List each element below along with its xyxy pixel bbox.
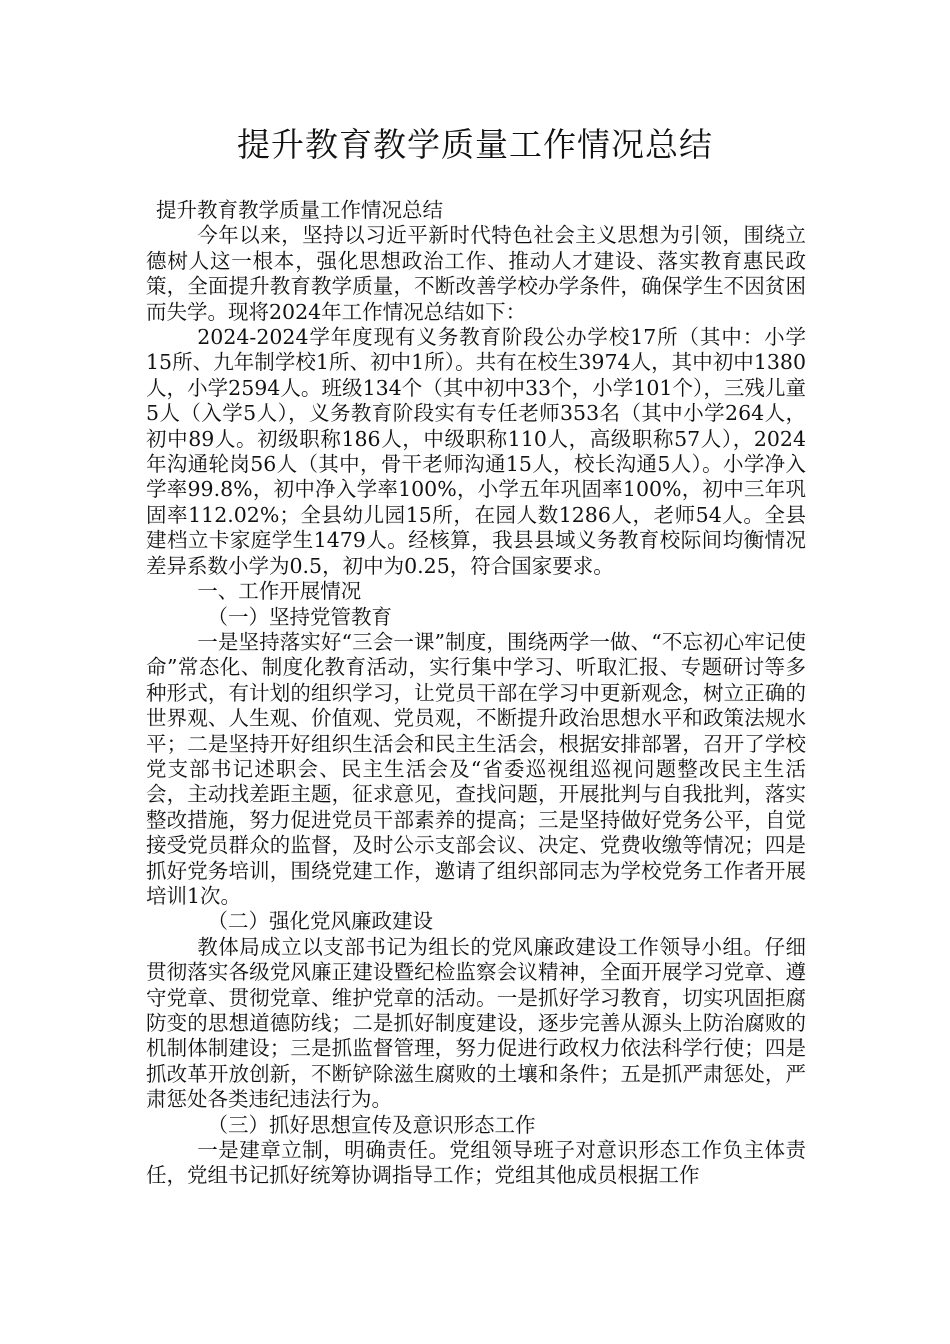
intro-paragraph: 今年以来，坚持以习近平新时代特色社会主义思想为引领，围绕立德树人这一根本，强化思想政治工作、推动人才建设、落实教育惠民政策，全面提升教育教学质量，不断改善学校办学条件，确保学生不因贫困而失学。现将2024年工作情况总结如下： [146,223,806,324]
sub-one-heading: （一）坚持党管教育 [207,604,392,629]
document-title: 提升教育教学质量工作情况总结 [237,125,713,164]
sub-three-heading: （三）抓好思想宣传及意识形态工作 [207,1112,536,1137]
sub-two-heading: （二）强化党风廉政建设 [207,909,433,934]
document-subtitle: 提升教育教学质量工作情况总结 [156,198,443,222]
document-body [146,198,806,1189]
sub-one-paragraph: 一是坚持落实好“三会一课”制度，围绕两学一做、“不忘初心牢记使命”常态化、制度化教育活动，实行集中学习、听取汇报、专题研讨等多种形式，有计划的组织学习，让党员干部在学习中更新观念，树立正确的世界观、人生观、价值观、党员观，不断提升政治思想水平和政策法规水平；二是坚持开好组织生活会和民主生活会，根据安排部署，召开了学校党支部书记述职会、民主生活会及“省委巡视组巡视问题整改民主生活会，主动找差距主题，征求意见，查找问题，开展批判与自我批判，落实整改措施，努力促进党员干部素养的提高；三是坚持做好党务公平，自觉接受党员群众的监督，及时公示支部会议、决定、党费收缴等情况；四是抓好党务培训，围绕党建工作，邀请了组织部同志为学校党务工作者开展培训1次。 [146,629,806,908]
sub-three-paragraph: 一是建章立制，明确责任。党组领导班子对意识形态工作负主体责任，党组书记抓好统筹协调指导工作；党组其他成员根据工作 [146,1138,806,1188]
sub-two-paragraph: 教体局成立以支部书记为组长的党风廉政建设工作领导小组。仔细贯彻落实各级党风廉正建设暨纪检监察会议精神，全面开展学习党章、遵守党章、贯彻党章、维护党章的活动。一是抓好学习教育，切实巩固拒腐防变的思想道德防线；二是抓好制度建设，逐步完善从源头上防治腐败的机制体制建设；三是抓监督管理，努力促进行政权力依法科学行使；四是抓改革开放创新，不断铲除滋生腐败的土壤和条件；五是抓严肃惩处，严肃惩处各类违纪违法行为。 [146,934,806,1112]
section-one-heading: 一、工作开展情况 [197,579,362,604]
overview-paragraph: 2024-2024学年度现有义务教育阶段公办学校17所（其中：小学15所、九年制学校1所、初中1所）。共有在校生3974人，其中初中1380人，小学2594人。班级134个（其中初中33个，小学101个），三残儿童5人（入学5人），义务教育阶段实有专任老师353名（其中小学264人，初中89人。初级职称186人，中级职称110人，高级职称57人），2024年沟通轮岗56人（其中，骨干老师沟通15人，校长沟通5人）。小学净入学率99.8%，初中净入学率100%，小学五年巩固率100%，初中三年巩固率112.02%；全县幼儿园15所，在园人数1286人，老师54人。全县建档立卡家庭学生1479人。经核算，我县县域义务教育校际间均衡情况差异系数小学为0.5，初中为0.25，符合国家要求。 [146,325,806,578]
